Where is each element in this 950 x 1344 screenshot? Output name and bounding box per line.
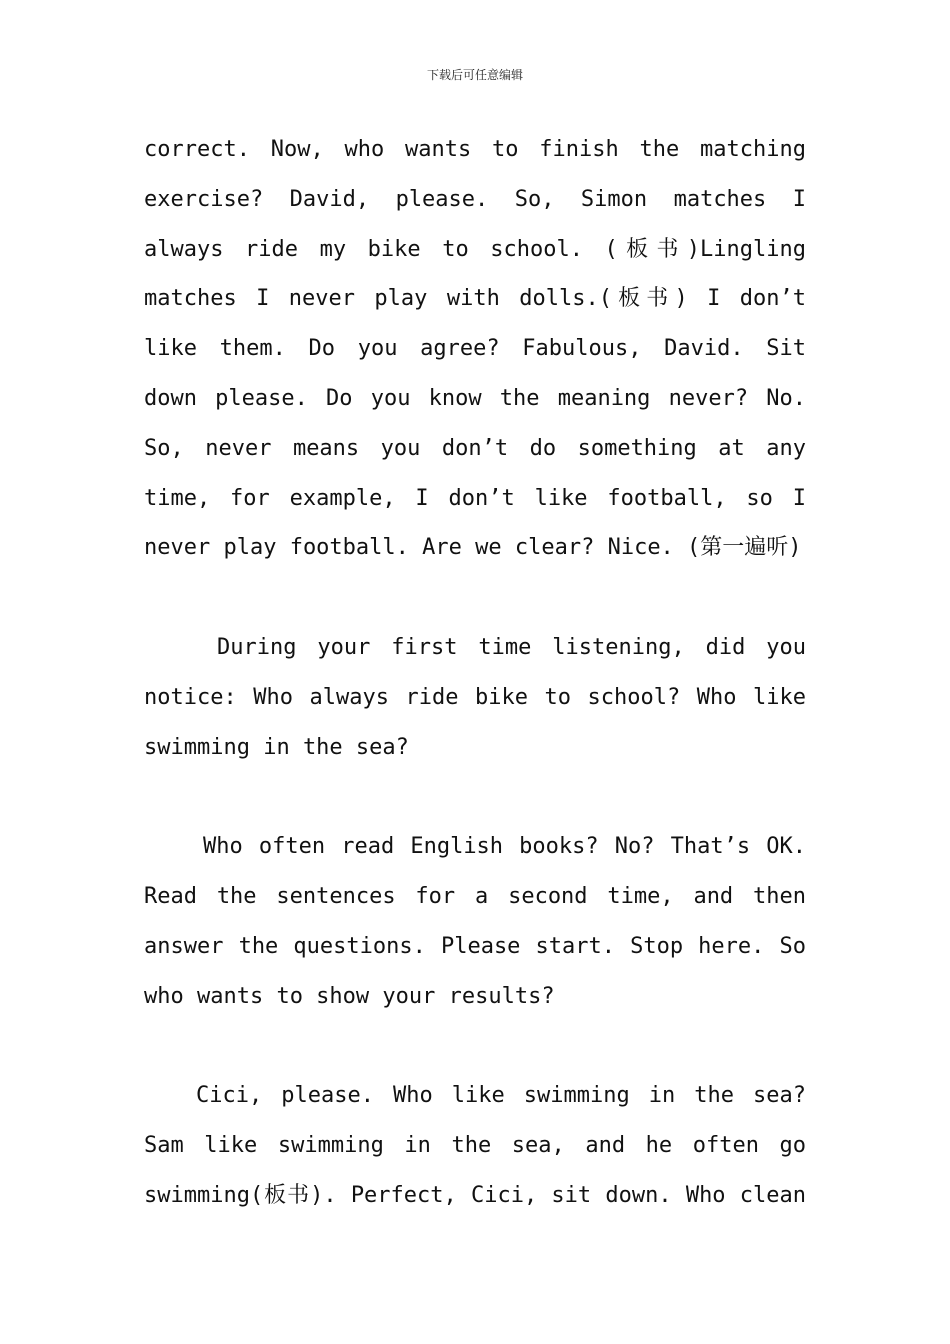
page-header: 下载后可任意编辑 — [426, 68, 523, 82]
paragraph-3: Who often read English books? No? That’s OK. Read the sentences for a second time, and then answer the questions. Please start. Stop here. So who wants to show your results? — [144, 834, 806, 1009]
paragraph-2: During your first time listening, did you notice: Who always ride bike to school? Who like swimming in the sea? — [144, 634, 806, 760]
paragraph-4: Cici, please. Who like swimming in the sea? Sam like swimming in the sea, and he often go swimming(板书). Perfect, Cici, sit down. Who clean — [144, 1083, 806, 1208]
paragraph-1: correct. Now, who wants to finish the matching exercise? David, please. So, Simon matches I always ride my bike to school. (板书)Lingling matches I never play with dolls.(板书) I don’t like them. Do you agree? Fabulous, David. Sit down please. Do you know the meaning never? No. So, never means you don’t do something at any time, for example, I don’t like football, so I never play football. Are we clear? Nice. (第一遍听) — [144, 137, 806, 561]
document-body — [144, 125, 806, 1221]
